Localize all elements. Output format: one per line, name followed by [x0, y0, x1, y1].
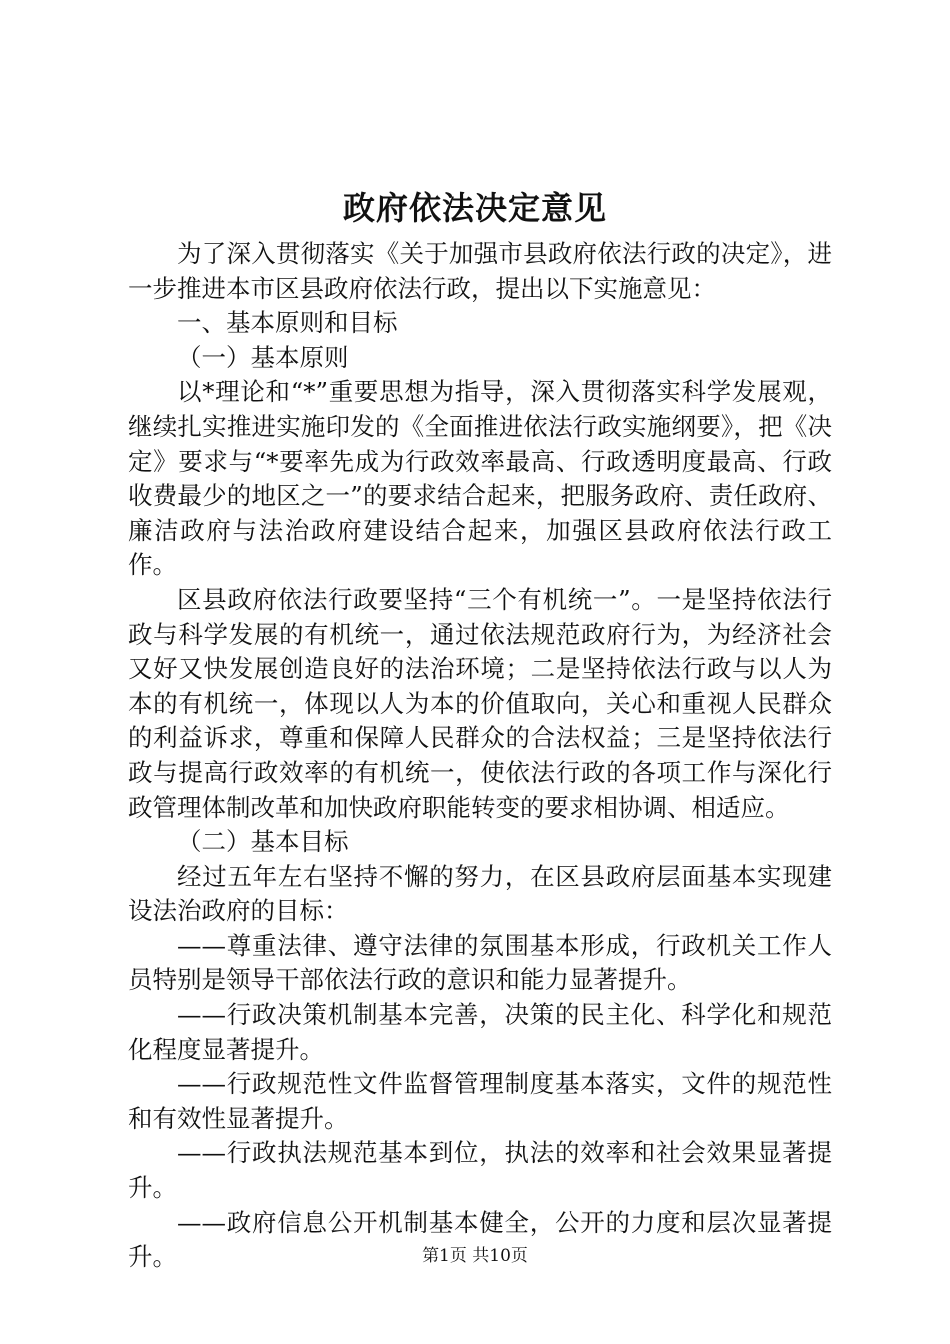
three-unities-paragraph: 区县政府依法行政要坚持“三个有机统一”。一是坚持依法行政与科学发展的有机统一，通过依法规范政府行为，为经济社会又好又快发展创造良好的法治环境；二是坚持依法行政与以人为本的有机统一，体现以人为本的价值取向，关心和重视人民群众的利益诉求，尊重和保障人民群众的合法权益；三是坚持依法行政与提高行政效率的有机统一，使依法行政的各项工作与深化行政管理体制改革和加快政府职能转变的要求相协调、相适应。: [128, 584, 832, 822]
document-body: [128, 237, 832, 1275]
subsection-heading-basic-principles: （一）基本原则: [177, 342, 349, 372]
goal-item: ——政府信息公开机制基本健全，公开的力度和层次显著提升。: [128, 1207, 832, 1272]
section-heading-principles-and-goals: 一、基本原则和目标: [177, 308, 398, 338]
document-title: 政府依法决定意见: [342, 189, 607, 227]
intro-paragraph: 为了深入贯彻落实《关于加强市县政府依法行政的决定》，进一步推进本市区县政府依法行政，提出以下实施意见：: [128, 239, 832, 303]
goal-item: ——行政规范性文件监督管理制度基本落实，文件的规范性和有效性显著提升。: [128, 1069, 832, 1133]
subsection-heading-basic-goals: （二）基本目标: [177, 827, 349, 857]
page-number-footer: 第1页 共10页: [422, 1246, 528, 1266]
goal-item: ——行政执法规范基本到位，执法的效率和社会效果显著提升。: [128, 1138, 832, 1203]
goals-intro-paragraph: 经过五年左右坚持不懈的努力，在区县政府层面基本实现建设法治政府的目标：: [128, 861, 832, 926]
goal-item: ——尊重法律、遵守法律的氛围基本形成，行政机关工作人员特别是领导干部依法行政的意识和能力显著提升。: [128, 930, 832, 995]
goal-item: ——行政决策机制基本完善，决策的民主化、科学化和规范化程度显著提升。: [128, 1000, 832, 1064]
principles-paragraph: 以*理论和“*”重要思想为指导，深入贯彻落实科学发展观，继续扎实推进实施印发的《全面推进依法行政实施纲要》，把《决定》要求与“*要率先成为行政效率最高、行政透明度最高、行政收费最少的地区之一”的要求结合起来，把服务政府、责任政府、廉洁政府与法治政府建设结合起来，加强区县政府依法行政工作。: [128, 377, 832, 580]
